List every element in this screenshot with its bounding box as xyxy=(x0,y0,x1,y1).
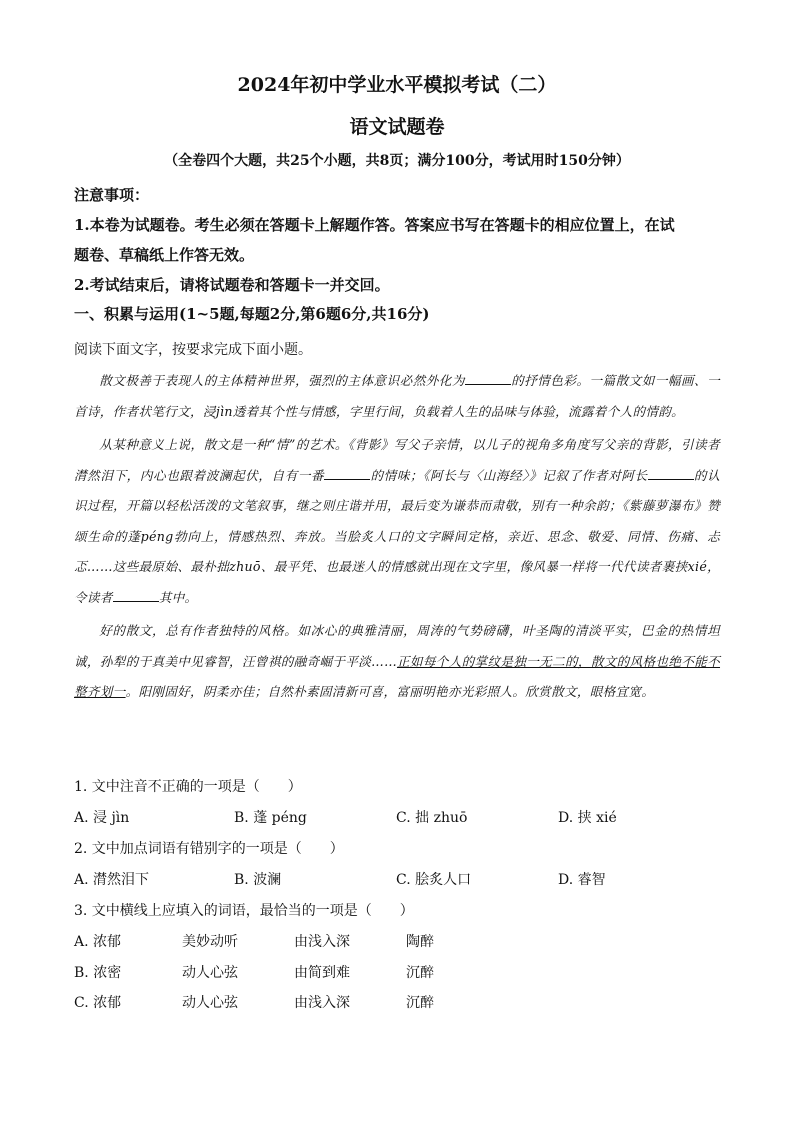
fill-blank xyxy=(324,465,370,480)
fill-blank xyxy=(648,465,694,480)
question-3-option-c xyxy=(74,988,722,1019)
option-cell: 动人心弦 xyxy=(182,964,238,981)
option-d: D. 睿智 xyxy=(558,872,606,888)
option-c: C. 脍炙人口 xyxy=(396,872,472,888)
fill-blank xyxy=(465,370,511,385)
option-cell: C. 浓郁 xyxy=(74,995,122,1011)
underlined-sentence: 正如每个人的掌纹是独一无二的，散文的风格也绝不能不整齐划一 xyxy=(74,653,721,699)
section-intro: 阅读下面文字，按要求完成下面小题。 xyxy=(74,342,312,358)
option-cell: A. 浓郁 xyxy=(74,934,122,950)
passage-text: 好的散文，总有作者独特的风格。如冰心的典雅清丽，周涛的气势磅礴，叶圣陶的清淡平实，巴金的热情坦诚，孙犁的于真美中见睿智，汪曾祺的融奇崛于平淡…… xyxy=(74,623,720,669)
questions xyxy=(74,772,722,1019)
notes-item-1-line-1: 1.本卷为试题卷。考生必须在答题卡上解题作答。答案应书写在答题卡的相应位置上，在试 xyxy=(74,216,675,234)
option-a: A. 浸 jìn xyxy=(74,810,130,826)
reading-passage xyxy=(74,366,720,711)
question-2-options xyxy=(74,865,722,896)
passage-text: 的抒情色彩。一篇散文如一幅画、一首诗，作者状笔行文，浸jìn透着其个性与情感，字里行间，负载着人生的品味与体验，流露着个人的情韵。 xyxy=(74,373,720,419)
passage-text: 散文极善于表现人的主体精神世界，强烈的主体意识必然外化为 xyxy=(99,373,465,388)
option-cell: 沉醉 xyxy=(406,995,434,1011)
option-c: C. 拙 zhuō xyxy=(396,810,468,826)
option-d: D. 挟 xié xyxy=(558,810,617,826)
option-cell: 美妙动听 xyxy=(182,934,238,950)
option-b: B. 蓬 péng xyxy=(234,810,307,826)
option-cell: 陶醉 xyxy=(406,934,434,950)
exam-info: （全卷四个大题，共25个小题，共8页；满分100分，考试用时150分钟） xyxy=(164,153,630,169)
passage-text: 的认识过程，开篇以轻松活泼的文笔叙事，继之则庄谐并用，最后变为谦恭而肃敬，别有一种余韵；《紫藤萝瀑布》赞颂生命的蓬péng勃向上，情感热烈、奔放。当脍炙人口的文字瞬间定格，亲近、思念、敬爱、同情、伤痛、忐忑……这些最原始、最朴拙zhuō、最平凭、也最迷人的情感就出现在文字里，像风暴一样将一代代读者裹挟xié，令读者 xyxy=(74,467,720,605)
notes-item-2: 2.考试结束后，请将试题卷和答题卡一并交回。 xyxy=(74,276,390,294)
passage-text: 。阳刚固好，阴柔亦佳；自然朴素固清新可喜，富丽明艳亦光彩照人。欣赏散文，眼格宜宽。 xyxy=(125,684,655,699)
question-1: 1. 文中注音不正确的一项是（ ） xyxy=(74,779,302,795)
notes-block xyxy=(74,180,722,300)
question-3-option-b xyxy=(74,958,722,989)
option-cell: 由浅入深 xyxy=(294,995,350,1011)
option-cell: B. 浓密 xyxy=(74,964,122,981)
passage-text: 从某种意义上说，散文是一种“情”的艺术。《背影》写父子亲情，以儿子的视角多角度写父亲的背影，引读者潸然泪下，内心也跟着波澜起伏，自有一番 xyxy=(74,437,720,483)
option-cell: 沉醉 xyxy=(406,964,434,981)
question-2: 2. 文中加点词语有错别字的一项是（ ） xyxy=(74,841,344,857)
option-a: A. 潸然泪下 xyxy=(74,872,150,888)
notes-heading: 注意事项： xyxy=(74,186,150,204)
notes-item-1-line-2: 题卷、草稿纸上作答无效。 xyxy=(74,246,255,264)
fill-blank xyxy=(113,587,159,602)
passage-text: 其中。 xyxy=(158,589,198,605)
question-3: 3. 文中横线上应填入的词语，最恰当的一项是（ ） xyxy=(74,903,414,919)
passage-paragraph-3 xyxy=(74,616,720,708)
passage-paragraph-1 xyxy=(74,366,720,427)
section-title: 一、积累与运用(1~5题,每题2分,第6题6分,共16分) xyxy=(74,305,430,323)
passage-text: 的情味；《阿长与〈山海经〉》记叙了作者对阿长 xyxy=(370,467,648,483)
exam-title: 2024年初中学业水平模拟考试（二） xyxy=(237,74,557,96)
option-b: B. 波澜 xyxy=(234,872,282,888)
option-cell: 动人心弦 xyxy=(182,995,238,1011)
option-cell: 由浅入深 xyxy=(294,934,350,950)
exam-subtitle: 语文试题卷 xyxy=(349,116,445,138)
question-1-options xyxy=(74,803,722,834)
passage-paragraph-2 xyxy=(74,430,720,613)
question-3-option-a xyxy=(74,927,722,958)
option-cell: 由简到难 xyxy=(294,964,350,981)
